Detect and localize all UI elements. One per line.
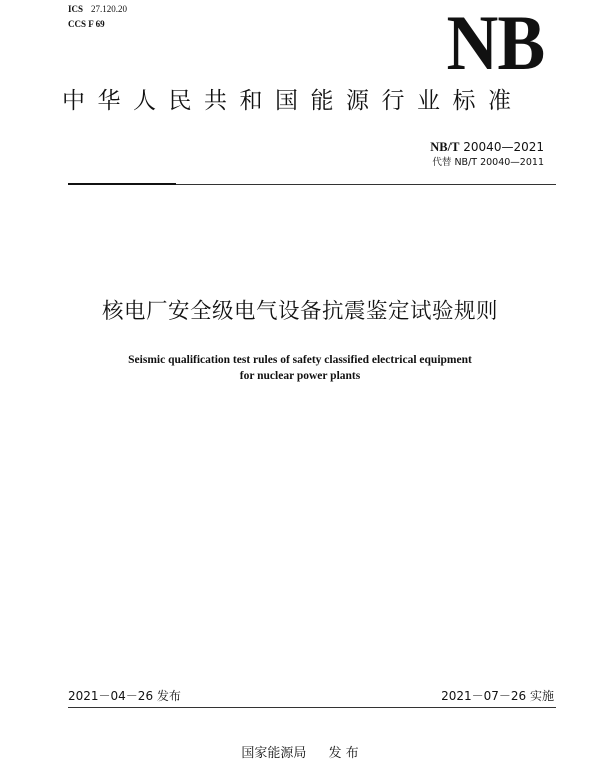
header-divider-thick <box>68 183 176 185</box>
replaces-standard: 代替 NB/T 20040—2011 <box>432 157 544 168</box>
effective-date: 2021－07－26 实施 <box>441 689 554 703</box>
footer-divider <box>68 707 556 708</box>
standard-number-suffix: 20040—2021 <box>463 140 544 154</box>
issuer-action: 发 布 <box>328 746 359 761</box>
ics-code <box>68 2 127 17</box>
title-english <box>0 352 600 384</box>
standard-type-heading: 中华人民共和国能源行业标准 <box>62 88 524 114</box>
standard-number <box>430 139 544 155</box>
nb-logo: NB <box>446 0 544 86</box>
classification-codes <box>68 2 127 32</box>
ics-label: ICS <box>68 4 84 14</box>
ics-value: 27.120.20 <box>91 4 128 14</box>
title-english-line-1: Seismic qualification test rules of safety classified electrical equipment <box>128 354 472 366</box>
issue-date: 2021－04－26 发布 <box>68 689 181 703</box>
standard-number-prefix: NB/T <box>430 140 460 154</box>
title-chinese: 核电厂安全级电气设备抗震鉴定试验规则 <box>101 299 498 324</box>
header-divider-thin <box>176 184 556 185</box>
ccs-code: CCS F 69 <box>68 19 105 29</box>
title-english-line-2: for nuclear power plants <box>239 370 361 382</box>
issuing-authority <box>0 745 600 763</box>
issuer-name: 国家能源局 <box>241 746 307 761</box>
